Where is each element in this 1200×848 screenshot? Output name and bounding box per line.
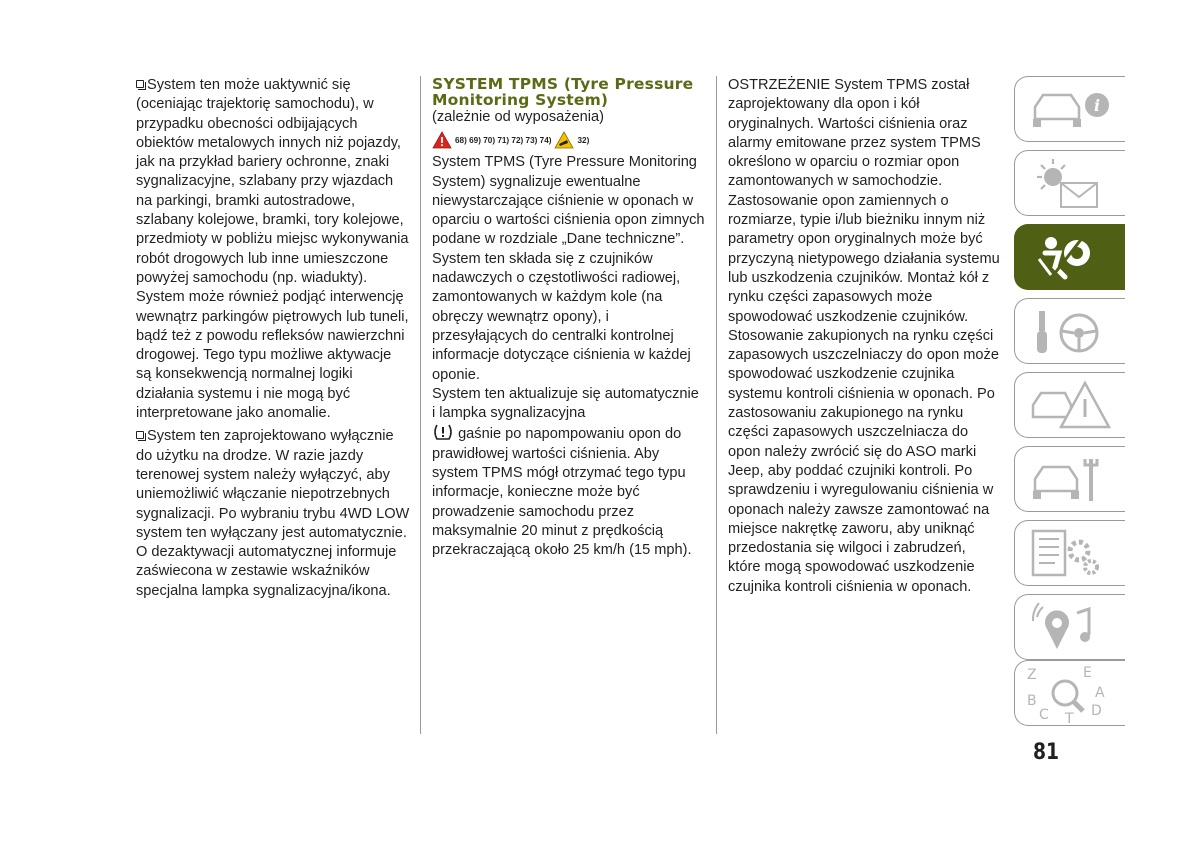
tab-start-drive[interactable]: [1014, 298, 1125, 364]
alphabetical-index-icon: [1025, 665, 1115, 723]
text-column-1: [136, 76, 410, 601]
tab-maintenance[interactable]: [1014, 446, 1125, 512]
paragraph: System ten zaprojektowano wyłącznie do użytku na drodze. W razie jazdy terenowej system należy wyłączyć, aby uniemożliwić włączanie niepotrzebnych sygnalizacji. Po wybraniu trybu 4WD LOW system ten wyłączany jest automatycznie. O dezaktywacji automatycznej informuje zaświecona w zestawie wskaźników specjalna lampka sygnalizacyjna/ikona.: [136, 428, 410, 599]
column-divider: [420, 76, 421, 734]
section-heading: SYSTEM TPMS (Tyre Pressure Monitoring System): [432, 75, 694, 109]
text-column-3: [728, 76, 1002, 597]
tab-multimedia[interactable]: [1014, 594, 1125, 660]
document-gears-icon: [1025, 525, 1115, 583]
caution-refs: 32): [577, 135, 590, 145]
tab-technical-data[interactable]: [1014, 520, 1125, 586]
car-warning-triangle-icon: [1025, 377, 1115, 435]
index-letter: T: [1065, 711, 1074, 723]
page-number: 81: [1033, 740, 1060, 765]
paragraph: System ten może uaktywnić się (oceniając trajektorię samochodu), w przypadku obecności odbijających obiektów metalowych innych niż pojazdy, jak na przykład bariery ochronne, znaki sygnalizacyjne, szlabany przy wjazdach na parkingi, bramki autostradowe, szlabany kolejowe, bramki, tory kolejowe, przedmioty w pobliżu miejsc wykonywania robót drogowych lub inne umieszczone powyżej samochodu (np. wiadukty). System może również podjąć interwencję wewnątrz parkingów piętrowych lub tuneli, bądź też z powodu refleksów nawierzchni drogowej. Tego typu możliwe aktywacje są konsekwencją normalnej logiki działania systemu i nie mogą być interpretowane jako anomalie.: [136, 77, 409, 422]
caution-icon: [554, 131, 574, 149]
navigation-music-icon: [1025, 599, 1115, 657]
car-info-icon: [1025, 81, 1115, 139]
index-letter: E: [1083, 665, 1092, 681]
car-wrench-icon: [1025, 451, 1115, 509]
tpms-warning-icon: [432, 423, 454, 441]
paragraph: System TPMS (Tyre Pressure Monitoring System) sygnalizuje ewentualne niewystarczające ciśnienie w oponach w oparciu o wartości ciśnienia opon zimnych podane w rozdziale „Dane techniczne”.: [432, 154, 705, 248]
section-subheading: (zależnie od wyposażenia): [432, 109, 604, 125]
paragraph: System ten aktualizuje się automatycznie i lampka sygnalizacyjna gaśnie po napompowaniu opon do prawidłowej wartości ciśnienia. Aby system TPMS mógł otrzymać tego typu informacje, konieczne może być prowadzenie samochodu przez maksymalnie 20 minut z prędkością przekraczającą około 25 km/h (15 mph).: [432, 385, 699, 559]
index-letter: C: [1039, 707, 1049, 723]
column-divider: [716, 76, 717, 734]
bullet-icon: [136, 431, 144, 439]
bullet-icon: [136, 80, 144, 88]
warning-refs: 68) 69) 70) 71) 72) 73) 74): [455, 135, 552, 145]
airbag-person-icon: [1025, 229, 1115, 287]
index-letter: A: [1095, 685, 1105, 701]
warning-paragraph: OSTRZEŻENIE System TPMS został zaprojektowany dla opon i kół oryginalnych. Wartości ciśnienia oraz alarmy emitowane przez system TPMS określono w oparciu o rozmiar opon zamontowanych w samochodzie. Zastosowanie opon zamiennych o rozmiarze, typie i/lub bieżniku innym niż parametry opon oryginalnych może być przyczyną nietypowego działania systemu lub uszkodzenia czujników. Montaż kół z rynku części zapasowych może spowodować uszkodzenie czujników. Stosowanie zakupionych na rynku części zapasowych uszczelniaczy do opon może spowodować uszkodzenie czujnika systemu kontroli ciśnienia w oponach. Po zastosowaniu zakupionego na rynku części zapasowych uszczelniacza do opon należy zwrócić się do ASO marki Jeep, aby poddać czujniki kontroli. Po sprawdzeniu i wyregulowaniu ciśnienia w oponach należy zawsze zamontować na miejsce nakrętkę zaworu, aby uniknąć przedostania się wilgoci i zabrudzeń, które mogą spowodować uszkodzenie czujnika kontroli ciśnienia w oponach.: [728, 77, 1000, 595]
text-column-2: [432, 76, 706, 561]
lights-envelope-icon: [1025, 155, 1115, 213]
index-letter: B: [1027, 693, 1037, 709]
index-letter: D: [1091, 703, 1102, 719]
tab-lights[interactable]: [1014, 150, 1125, 216]
tab-emergency[interactable]: [1014, 372, 1125, 438]
index-letter: Z: [1027, 667, 1037, 683]
tab-index[interactable]: [1014, 660, 1125, 726]
key-steering-wheel-icon: [1025, 303, 1115, 361]
svg-text:i: i: [1093, 96, 1101, 115]
warning-triangle-icon: [432, 131, 452, 149]
warning-references: [432, 127, 706, 153]
tab-safety[interactable]: [1014, 224, 1125, 290]
tab-car-info[interactable]: [1014, 76, 1125, 142]
paragraph: System ten składa się z czujników nadawczych o częstotliwości radiowej, zamontowanych w każdym kole (na obręczy wewnątrz opony), i przesyłających do centralki kontrolnej informacje dotyczące ciśnienia w każdej oponie.: [432, 250, 691, 383]
